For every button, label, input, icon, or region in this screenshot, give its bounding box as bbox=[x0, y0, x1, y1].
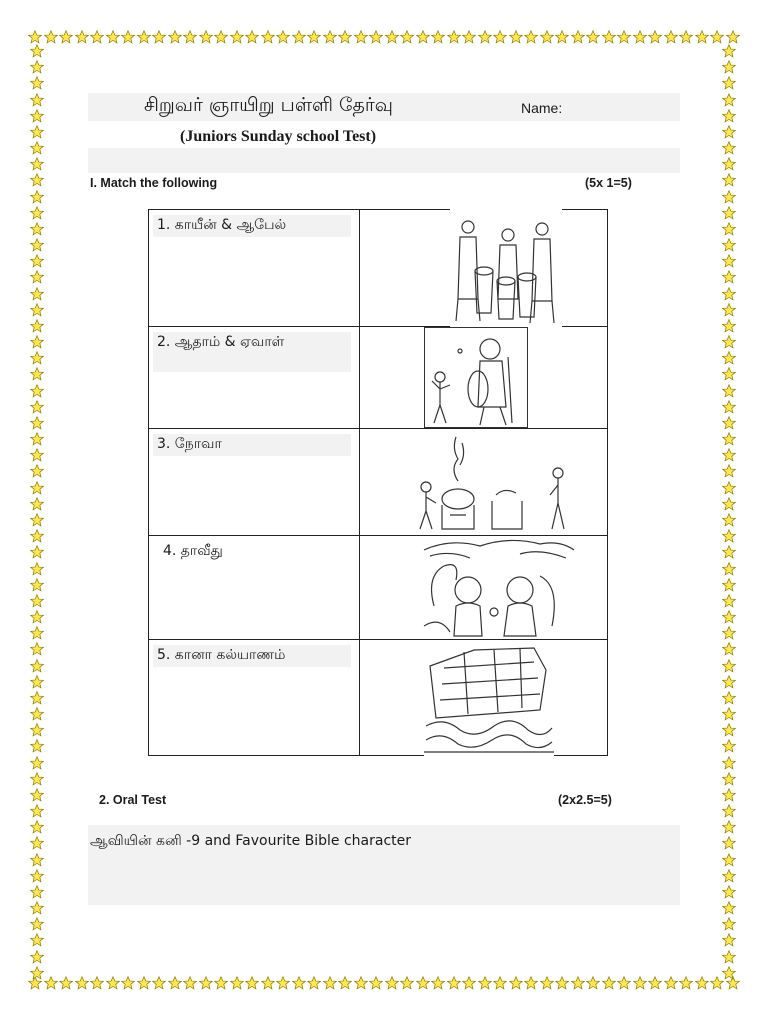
picture-cell bbox=[360, 429, 608, 536]
star-icon bbox=[586, 30, 600, 44]
star-icon bbox=[722, 562, 736, 576]
star-icon bbox=[722, 788, 736, 802]
star-icon bbox=[30, 917, 44, 931]
star-icon bbox=[722, 917, 736, 931]
star-icon bbox=[447, 976, 461, 990]
star-icon bbox=[369, 976, 383, 990]
star-icon bbox=[30, 707, 44, 721]
star-icon bbox=[30, 853, 44, 867]
match-table bbox=[148, 209, 608, 756]
star-icon bbox=[722, 238, 736, 252]
star-icon bbox=[30, 933, 44, 947]
match-item-cell bbox=[149, 210, 360, 327]
star-icon bbox=[199, 30, 213, 44]
star-icon bbox=[648, 976, 662, 990]
star-icon bbox=[168, 976, 182, 990]
star-icon bbox=[183, 30, 197, 44]
star-icon bbox=[540, 976, 554, 990]
star-icon bbox=[230, 976, 244, 990]
star-icon bbox=[648, 30, 662, 44]
star-icon bbox=[276, 30, 290, 44]
picture-cell bbox=[360, 327, 608, 429]
star-icon bbox=[695, 976, 709, 990]
star-icon bbox=[292, 30, 306, 44]
star-icon bbox=[722, 448, 736, 462]
oral-test-text: ஆவியின் கனி -9 and Favourite Bible character bbox=[90, 833, 412, 849]
cain-abel-offering-picture bbox=[406, 429, 576, 533]
star-icon bbox=[695, 30, 709, 44]
match-item-1: 1. காயீன் & ஆபேல் bbox=[153, 215, 351, 237]
star-icon bbox=[462, 976, 476, 990]
star-icon bbox=[633, 976, 647, 990]
star-icon bbox=[726, 30, 740, 44]
star-icon bbox=[90, 976, 104, 990]
star-icon bbox=[540, 30, 554, 44]
star-icon bbox=[137, 30, 151, 44]
star-icon bbox=[30, 93, 44, 107]
star-icon bbox=[30, 594, 44, 608]
star-icon bbox=[323, 976, 337, 990]
star-icon bbox=[30, 384, 44, 398]
star-icon bbox=[30, 60, 44, 74]
star-icon bbox=[722, 254, 736, 268]
star-icon bbox=[30, 222, 44, 236]
star-icon bbox=[722, 319, 736, 333]
star-icon bbox=[571, 976, 585, 990]
star-icon bbox=[121, 976, 135, 990]
star-icon bbox=[30, 481, 44, 495]
star-icon bbox=[722, 869, 736, 883]
star-icon bbox=[30, 545, 44, 559]
match-item-cell bbox=[149, 327, 360, 429]
star-icon bbox=[509, 976, 523, 990]
star-icon bbox=[722, 675, 736, 689]
star-icon bbox=[400, 976, 414, 990]
star-icon bbox=[722, 853, 736, 867]
star-icon bbox=[722, 222, 736, 236]
star-icon bbox=[30, 642, 44, 656]
star-icon bbox=[30, 497, 44, 511]
star-icon bbox=[152, 30, 166, 44]
match-item-cell bbox=[149, 536, 360, 640]
star-icon bbox=[30, 206, 44, 220]
star-icon bbox=[722, 529, 736, 543]
noah-ark-picture bbox=[424, 640, 554, 756]
star-icon bbox=[168, 30, 182, 44]
star-icon bbox=[30, 885, 44, 899]
star-icon bbox=[30, 562, 44, 576]
star-icon bbox=[722, 626, 736, 640]
match-item-cell bbox=[149, 640, 360, 756]
star-icon bbox=[416, 976, 430, 990]
star-icon bbox=[30, 367, 44, 381]
star-icon bbox=[664, 30, 678, 44]
star-border-right bbox=[722, 44, 738, 980]
star-icon bbox=[30, 400, 44, 414]
star-icon bbox=[152, 976, 166, 990]
star-icon bbox=[478, 30, 492, 44]
star-icon bbox=[400, 30, 414, 44]
star-icon bbox=[106, 976, 120, 990]
star-icon bbox=[30, 448, 44, 462]
star-icon bbox=[722, 351, 736, 365]
star-icon bbox=[30, 335, 44, 349]
star-icon bbox=[722, 481, 736, 495]
star-icon bbox=[338, 30, 352, 44]
star-icon bbox=[722, 335, 736, 349]
star-icon bbox=[722, 497, 736, 511]
star-icon bbox=[722, 416, 736, 430]
star-icon bbox=[292, 976, 306, 990]
star-icon bbox=[722, 44, 736, 58]
star-icon bbox=[30, 788, 44, 802]
star-icon bbox=[30, 44, 44, 58]
star-border-bottom bbox=[28, 976, 740, 992]
star-icon bbox=[30, 141, 44, 155]
star-icon bbox=[679, 976, 693, 990]
star-icon bbox=[447, 30, 461, 44]
star-icon bbox=[30, 691, 44, 705]
star-icon bbox=[30, 756, 44, 770]
star-icon bbox=[722, 707, 736, 721]
star-icon bbox=[30, 76, 44, 90]
picture-cell bbox=[360, 536, 608, 640]
section1-marks: (5x 1=5) bbox=[585, 176, 632, 190]
star-icon bbox=[722, 109, 736, 123]
star-icon bbox=[679, 30, 693, 44]
star-icon bbox=[106, 30, 120, 44]
star-icon bbox=[722, 464, 736, 478]
star-icon bbox=[30, 319, 44, 333]
star-icon bbox=[633, 30, 647, 44]
star-icon bbox=[30, 238, 44, 252]
star-icon bbox=[261, 976, 275, 990]
star-icon bbox=[722, 384, 736, 398]
star-icon bbox=[230, 30, 244, 44]
star-icon bbox=[30, 610, 44, 624]
star-icon bbox=[722, 642, 736, 656]
star-icon bbox=[617, 30, 631, 44]
star-icon bbox=[30, 157, 44, 171]
star-icon bbox=[30, 966, 44, 980]
star-icon bbox=[722, 691, 736, 705]
star-icon bbox=[722, 594, 736, 608]
star-icon bbox=[121, 30, 135, 44]
star-icon bbox=[30, 675, 44, 689]
star-icon bbox=[30, 190, 44, 204]
star-icon bbox=[722, 578, 736, 592]
star-icon bbox=[431, 30, 445, 44]
star-icon bbox=[555, 30, 569, 44]
star-icon bbox=[524, 30, 538, 44]
star-icon bbox=[722, 756, 736, 770]
star-icon bbox=[30, 303, 44, 317]
star-icon bbox=[722, 93, 736, 107]
star-icon bbox=[722, 513, 736, 527]
star-icon bbox=[44, 30, 58, 44]
star-icon bbox=[722, 367, 736, 381]
star-icon bbox=[722, 190, 736, 204]
star-icon bbox=[722, 820, 736, 834]
star-icon bbox=[261, 30, 275, 44]
star-icon bbox=[354, 30, 368, 44]
blank-band bbox=[88, 148, 680, 173]
star-icon bbox=[90, 30, 104, 44]
star-icon bbox=[30, 109, 44, 123]
star-icon bbox=[30, 739, 44, 753]
star-icon bbox=[199, 976, 213, 990]
match-item-5: 5. கானா கல்யாணம் bbox=[153, 645, 351, 667]
star-icon bbox=[30, 287, 44, 301]
star-icon bbox=[722, 173, 736, 187]
star-icon bbox=[75, 976, 89, 990]
star-icon bbox=[710, 30, 724, 44]
star-icon bbox=[602, 30, 616, 44]
star-icon bbox=[722, 270, 736, 284]
star-icon bbox=[30, 820, 44, 834]
star-icon bbox=[30, 173, 44, 187]
star-border-left bbox=[30, 44, 46, 980]
match-item-4: 4. தாவீது bbox=[159, 541, 357, 563]
star-icon bbox=[137, 976, 151, 990]
star-icon bbox=[75, 30, 89, 44]
match-item-3: 3. நோவா bbox=[153, 434, 351, 456]
name-label: Name: bbox=[521, 100, 563, 116]
star-icon bbox=[602, 976, 616, 990]
star-icon bbox=[722, 804, 736, 818]
picture-cell bbox=[360, 640, 608, 756]
star-icon bbox=[462, 30, 476, 44]
star-icon bbox=[245, 30, 259, 44]
star-icon bbox=[722, 723, 736, 737]
page-title: சிறுவர் ஞாயிறு பள்ளி தேர்வு bbox=[144, 94, 393, 116]
star-icon bbox=[30, 901, 44, 915]
david-goliath-picture bbox=[424, 327, 528, 428]
star-icon bbox=[183, 976, 197, 990]
star-icon bbox=[30, 578, 44, 592]
star-icon bbox=[722, 659, 736, 673]
star-icon bbox=[30, 351, 44, 365]
star-icon bbox=[509, 30, 523, 44]
star-icon bbox=[30, 254, 44, 268]
star-icon bbox=[722, 60, 736, 74]
star-icon bbox=[30, 950, 44, 964]
star-icon bbox=[276, 976, 290, 990]
star-icon bbox=[722, 885, 736, 899]
star-icon bbox=[722, 400, 736, 414]
star-icon bbox=[722, 303, 736, 317]
star-border-top bbox=[28, 30, 740, 46]
star-icon bbox=[214, 976, 228, 990]
star-icon bbox=[722, 933, 736, 947]
star-icon bbox=[617, 976, 631, 990]
star-icon bbox=[30, 659, 44, 673]
star-icon bbox=[524, 976, 538, 990]
star-icon bbox=[369, 30, 383, 44]
star-icon bbox=[28, 30, 42, 44]
star-icon bbox=[722, 287, 736, 301]
star-icon bbox=[338, 976, 352, 990]
star-icon bbox=[30, 869, 44, 883]
star-icon bbox=[431, 976, 445, 990]
star-icon bbox=[30, 416, 44, 430]
adam-eve-picture bbox=[420, 536, 576, 639]
star-icon bbox=[722, 966, 736, 980]
star-icon bbox=[416, 30, 430, 44]
star-icon bbox=[493, 30, 507, 44]
star-icon bbox=[493, 976, 507, 990]
picture-cell bbox=[360, 210, 608, 327]
star-icon bbox=[722, 432, 736, 446]
star-icon bbox=[30, 723, 44, 737]
star-icon bbox=[664, 976, 678, 990]
match-item-cell bbox=[149, 429, 360, 536]
star-icon bbox=[385, 30, 399, 44]
star-icon bbox=[586, 976, 600, 990]
star-icon bbox=[722, 950, 736, 964]
star-icon bbox=[307, 976, 321, 990]
star-icon bbox=[571, 30, 585, 44]
star-icon bbox=[30, 513, 44, 527]
star-icon bbox=[59, 30, 73, 44]
star-icon bbox=[30, 270, 44, 284]
star-icon bbox=[30, 626, 44, 640]
star-icon bbox=[307, 30, 321, 44]
section1-heading: I. Match the following bbox=[90, 176, 218, 190]
star-icon bbox=[722, 836, 736, 850]
section2-marks: (2x2.5=5) bbox=[558, 793, 612, 807]
star-icon bbox=[214, 30, 228, 44]
section2-heading: 2. Oral Test bbox=[99, 793, 167, 807]
star-icon bbox=[722, 545, 736, 559]
star-icon bbox=[722, 157, 736, 171]
star-icon bbox=[30, 529, 44, 543]
star-icon bbox=[59, 976, 73, 990]
star-icon bbox=[30, 432, 44, 446]
star-icon bbox=[722, 76, 736, 90]
wedding-jars-picture bbox=[450, 209, 562, 327]
star-icon bbox=[354, 976, 368, 990]
star-icon bbox=[478, 976, 492, 990]
star-icon bbox=[555, 976, 569, 990]
star-icon bbox=[30, 836, 44, 850]
star-icon bbox=[722, 610, 736, 624]
match-item-2: 2. ஆதாம் & ஏவாள் bbox=[153, 332, 351, 372]
star-icon bbox=[245, 976, 259, 990]
star-icon bbox=[30, 125, 44, 139]
star-icon bbox=[30, 804, 44, 818]
star-icon bbox=[323, 30, 337, 44]
star-icon bbox=[722, 772, 736, 786]
star-icon bbox=[722, 901, 736, 915]
star-icon bbox=[722, 206, 736, 220]
star-icon bbox=[30, 464, 44, 478]
page-subtitle: (Juniors Sunday school Test) bbox=[180, 128, 377, 145]
star-icon bbox=[722, 141, 736, 155]
star-icon bbox=[722, 125, 736, 139]
star-icon bbox=[30, 772, 44, 786]
star-icon bbox=[385, 976, 399, 990]
star-icon bbox=[722, 739, 736, 753]
